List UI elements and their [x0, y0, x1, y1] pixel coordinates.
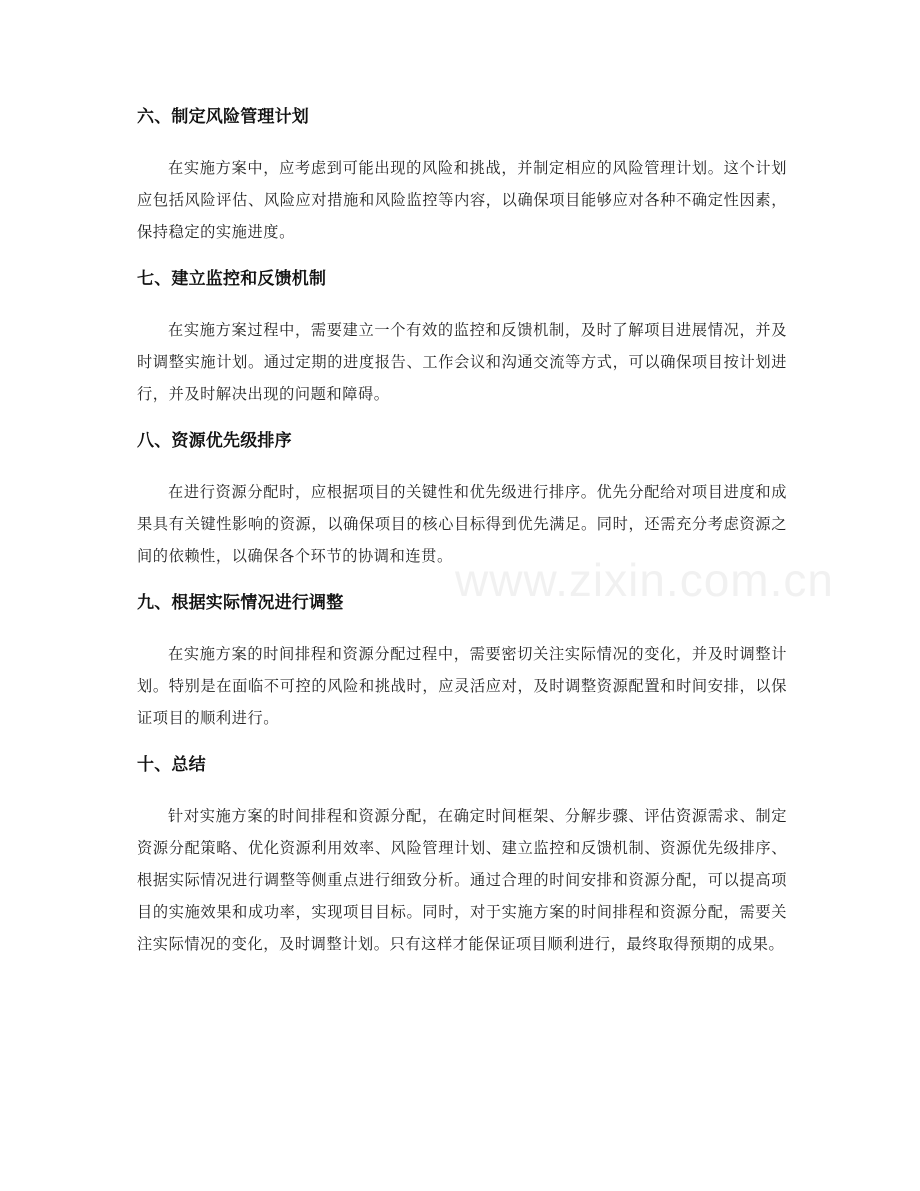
watermark: www.zixin.com.cn — [455, 554, 834, 606]
section-monitoring-feedback — [137, 266, 787, 410]
section-heading: 九、根据实际情况进行调整 — [137, 593, 344, 613]
section-heading: 八、资源优先级排序 — [137, 431, 292, 451]
section-adjustment — [137, 590, 787, 734]
section-resource-priority — [137, 428, 787, 572]
document-body — [137, 104, 787, 978]
section-paragraph: 在实施方案过程中，需要建立一个有效的监控和反馈机制，及时了解项目进展情况，并及时调整实施计划。通过定期的进度报告、工作会议和沟通交流等方式，可以确保项目按计划进行，并及时解决出现的问题和障碍。 — [137, 321, 787, 403]
section-heading: 十、总结 — [137, 755, 206, 775]
section-heading: 六、制定风险管理计划 — [137, 107, 309, 127]
section-risk-management — [137, 104, 787, 248]
section-heading: 七、建立监控和反馈机制 — [137, 269, 327, 289]
section-paragraph: 在实施方案的时间排程和资源分配过程中，需要密切关注实际情况的变化，并及时调整计划。特别是在面临不可控的风险和挑战时，应灵活应对，及时调整资源配置和时间安排，以保证项目的顺利进行。 — [137, 645, 787, 727]
section-paragraph: 针对实施方案的时间排程和资源分配，在确定时间框架、分解步骤、评估资源需求、制定资源分配策略、优化资源利用效率、风险管理计划、建立监控和反馈机制、资源优先级排序、根据实际情况进行调整等侧重点进行细致分析。通过合理的时间安排和资源分配，可以提高项目的实施效果和成功率，实现项目目标。同时，对于实施方案的时间排程和资源分配，需要关注实际情况的变化，及时调整计划。只有这样才能保证项目顺利进行，最终取得预期的成果。 — [137, 807, 787, 953]
section-paragraph: 在进行资源分配时，应根据项目的关键性和优先级进行排序。优先分配给对项目进度和成果具有关键性影响的资源，以确保项目的核心目标得到优先满足。同时，还需充分考虑资源之间的依赖性，以确保各个环节的协调和连贯。 — [137, 483, 787, 565]
section-summary — [137, 752, 787, 960]
section-paragraph: 在实施方案中，应考虑到可能出现的风险和挑战，并制定相应的风险管理计划。这个计划应包括风险评估、风险应对措施和风险监控等内容，以确保项目能够应对各种不确定性因素，保持稳定的实施进度。 — [137, 159, 787, 241]
